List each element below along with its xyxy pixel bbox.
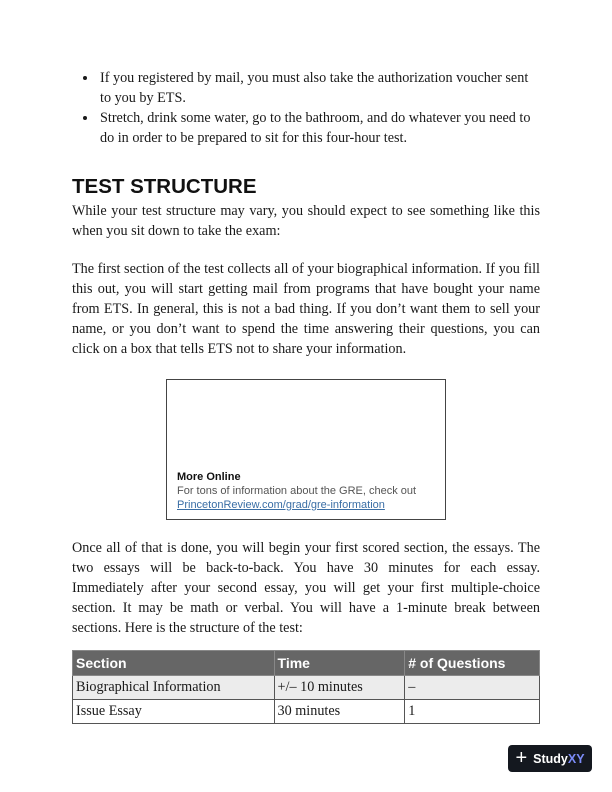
- biographical-paragraph: The first section of the test collects all of your biographical information. If you fill this out, you will start getting mail from programs that have bought your name from ETS. In general, this is not a bad thing. If you don’t want them to sell your name, or you don’t want to spend the time answering their questions, you can click on a box that tells ETS not to share your information.: [72, 261, 540, 357]
- bullet-item: • Stretch, drink some water, go to the bathroom, and do whatever you need to do in order to be prepared to sit for this four-hour test.: [98, 108, 540, 148]
- table-header-row: [73, 651, 540, 676]
- bullet-list: [72, 68, 540, 148]
- table-header-cell: Time: [274, 651, 405, 676]
- more-online-sidebar: [166, 379, 446, 520]
- table-cell: Biographical Information: [73, 676, 275, 700]
- sidebar-link[interactable]: PrincetonReview.com/grad/gre-information: [177, 499, 385, 511]
- studyxy-badge[interactable]: [508, 745, 592, 772]
- bullet-item: • If you registered by mail, you must also take the authorization voucher sent to you by ETS.: [98, 68, 540, 108]
- table-cell: –: [405, 676, 540, 700]
- test-structure-table: [72, 650, 540, 724]
- table-cell: 30 minutes: [274, 700, 405, 724]
- brand-name: StudyXY: [533, 751, 585, 766]
- table-header-cell: Section: [73, 651, 275, 676]
- intro-paragraph: While your test structure may vary, you should expect to see something like this when you sit down to take the exam:: [72, 203, 540, 239]
- table-cell: +/– 10 minutes: [274, 676, 405, 700]
- sidebar-title: More Online: [177, 471, 241, 483]
- section-heading: TEST STRUCTURE: [72, 175, 257, 198]
- table-header-cell: # of Questions: [405, 651, 540, 676]
- page-content: [72, 68, 540, 724]
- essay-paragraph: Once all of that is done, you will begin your first scored section, the essays. The two essays will be back-to-back. You have 30 minutes for each essay. Immediately after your second essay, you will get your first multiple-choice section. It may be math or verbal. You will have a 1-minute break between sections. Here is the structure of the test:: [72, 540, 540, 636]
- sidebar-text: For tons of information about the GRE, check out: [177, 485, 417, 497]
- plus-icon: +: [515, 746, 528, 769]
- table-row: [73, 700, 540, 724]
- table-row: [73, 676, 540, 700]
- table-cell: 1: [405, 700, 540, 724]
- table-cell: Issue Essay: [73, 700, 275, 724]
